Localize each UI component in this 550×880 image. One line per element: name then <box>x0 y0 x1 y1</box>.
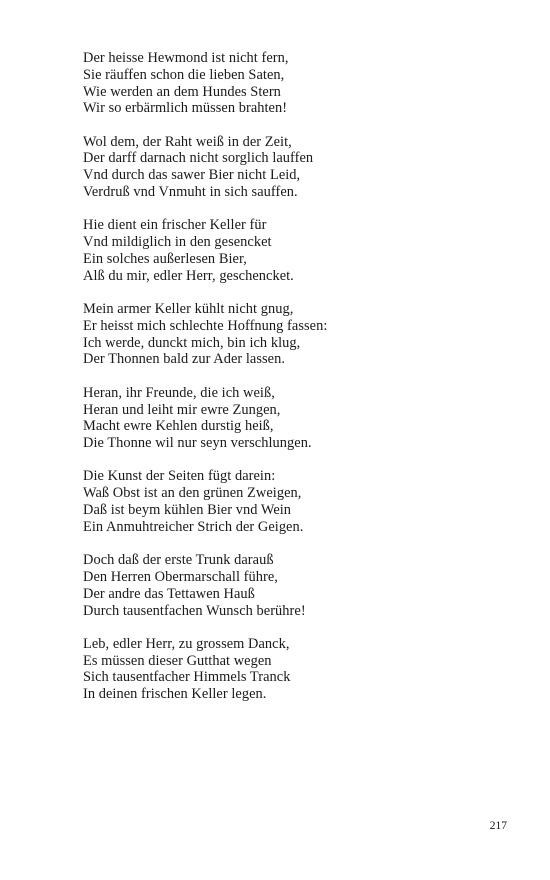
poem-line: Der darff darnach nicht sorglich lauffen <box>83 150 314 167</box>
poem-line: Ein Anmuhtreicher Strich der Geigen. <box>83 518 304 535</box>
poem-line: Der andre das Tettawen Hauß <box>83 585 255 602</box>
poem-line: Wol dem, der Raht weiß in der Zeit, <box>83 133 292 150</box>
poem-line: Die Kunst der Seiten fügt darein: <box>83 468 276 485</box>
poem-line: Durch tausentfachen Wunsch berühre! <box>83 602 306 619</box>
stanza <box>83 385 523 452</box>
stanza <box>83 468 523 535</box>
stanza <box>83 134 523 201</box>
poem-line: Vnd durch das sawer Bier nicht Leid, <box>83 167 301 184</box>
poem-line: Mein armer Keller kühlt nicht gnug, <box>83 301 294 318</box>
poem-line: Wir so erbärmlich müssen brahten! <box>83 100 288 117</box>
poem-line: Der Thonnen bald zur Ader lassen. <box>83 351 285 368</box>
poem-line: Sie räuffen schon die lieben Saten, <box>83 66 285 83</box>
poem-line: Doch daß der erste Trunk darauß <box>83 552 274 569</box>
poem-line: Verdruß vnd Vnmuht in sich sauffen. <box>83 184 298 201</box>
poem-line: Ein solches außerlesen Bier, <box>83 250 247 267</box>
page-number: 217 <box>489 820 507 832</box>
poem-line: Es müssen dieser Gutthat wegen <box>83 652 272 669</box>
poem-line: Die Thonne wil nur seyn verschlungen. <box>83 435 312 452</box>
stanza <box>83 301 523 368</box>
poem-line: Sich tausentfacher Himmels Tranck <box>83 669 291 686</box>
poem-line: Daß ist beym kühlen Bier vnd Wein <box>83 502 292 519</box>
poem-line: Er heisst mich schlechte Hoffnung fassen: <box>83 317 328 334</box>
poem-line: Macht ewre Kehlen durstig heiß, <box>83 418 274 435</box>
poem-line: Leb, edler Herr, zu grossem Danck, <box>83 635 290 652</box>
poem-line: Den Herren Obermarschall führe, <box>83 568 278 585</box>
poem-line: Der heisse Hewmond ist nicht fern, <box>83 50 289 66</box>
poem-body <box>83 50 523 720</box>
poem-line: Wie werden an dem Hundes Stern <box>83 83 281 100</box>
poem-line: Heran, ihr Freunde, die ich weiß, <box>83 384 275 401</box>
poem-line: Ich werde, dunckt mich, bin ich klug, <box>83 334 301 351</box>
poem-line: Waß Obst ist an den grünen Zweigen, <box>83 485 302 502</box>
stanza <box>83 50 523 117</box>
poem-line: Heran und leiht mir ewre Zungen, <box>83 401 281 418</box>
stanza <box>83 552 523 619</box>
poem-line: In deinen frischen Keller legen. <box>83 686 267 703</box>
stanza <box>83 217 523 284</box>
poem-line: Alß du mir, edler Herr, geschencket. <box>83 267 294 284</box>
poem-line: Vnd mildiglich in den gesencket <box>83 234 272 251</box>
stanza <box>83 636 523 703</box>
poem-line: Hie dient ein frischer Keller für <box>83 217 267 234</box>
